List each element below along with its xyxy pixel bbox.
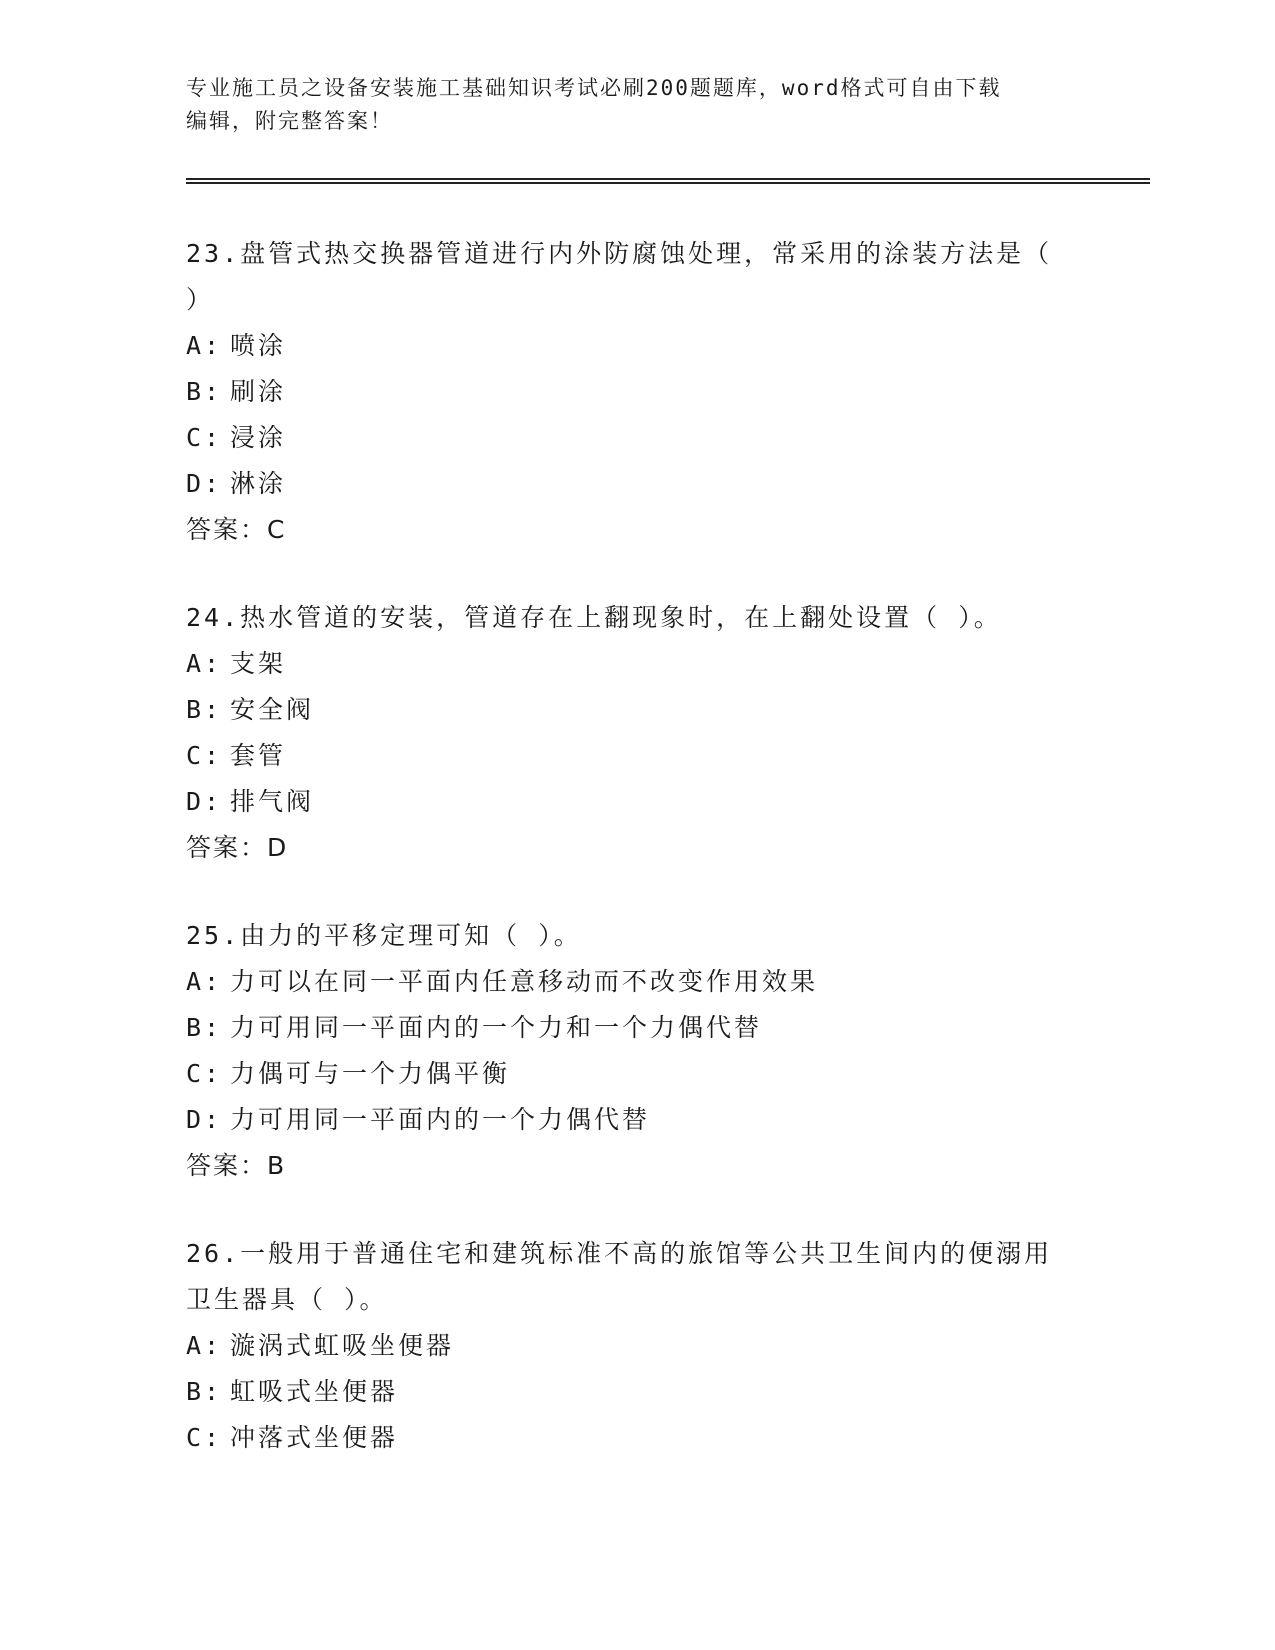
option-text: 浸涂 bbox=[230, 423, 287, 452]
option-text: 支架 bbox=[230, 649, 287, 678]
answer: 答案：C bbox=[186, 515, 287, 544]
option-label: C: bbox=[186, 741, 223, 770]
question-stem: 24.热水管道的安装，管道存在上翻现象时，在上翻处设置（ ）。 bbox=[186, 603, 1002, 632]
option-d bbox=[186, 461, 1066, 507]
option-text: 漩涡式虹吸坐便器 bbox=[230, 1331, 455, 1360]
option-c bbox=[186, 1051, 1066, 1097]
question-list bbox=[186, 231, 1066, 1503]
option-text: 排气阀 bbox=[230, 787, 315, 816]
option-a bbox=[186, 641, 1066, 687]
option-label: B: bbox=[186, 1013, 223, 1042]
option-label: B: bbox=[186, 695, 223, 724]
document-header bbox=[186, 72, 1066, 138]
header-rule-bottom bbox=[186, 182, 1150, 184]
option-label: A: bbox=[186, 649, 223, 678]
option-label: C: bbox=[186, 1423, 223, 1452]
option-text: 力偶可与一个力偶平衡 bbox=[230, 1059, 511, 1088]
question-25 bbox=[186, 913, 1066, 1189]
option-label: B: bbox=[186, 1377, 223, 1406]
option-c bbox=[186, 415, 1066, 461]
option-text: 力可用同一平面内的一个力和一个力偶代替 bbox=[230, 1013, 763, 1042]
question-23 bbox=[186, 231, 1066, 553]
header-rule-top bbox=[186, 178, 1150, 180]
option-a bbox=[186, 1323, 1066, 1369]
option-text: 力可用同一平面内的一个力偶代替 bbox=[230, 1105, 651, 1134]
option-label: D: bbox=[186, 469, 223, 498]
question-stem: 26.一般用于普通住宅和建筑标准不高的旅馆等公共卫生间内的便溺用卫生器具（ ）。 bbox=[186, 1239, 1053, 1314]
option-label: C: bbox=[186, 1059, 223, 1088]
option-label: C: bbox=[186, 423, 223, 452]
answer: 答案：D bbox=[186, 833, 289, 862]
option-text: 刷涂 bbox=[230, 377, 287, 406]
option-label: A: bbox=[186, 967, 223, 996]
option-label: D: bbox=[186, 787, 223, 816]
option-text: 喷涂 bbox=[230, 331, 287, 360]
option-b bbox=[186, 1005, 1066, 1051]
option-text: 淋涂 bbox=[230, 469, 287, 498]
option-a bbox=[186, 959, 1066, 1005]
option-text: 冲落式坐便器 bbox=[230, 1423, 399, 1452]
option-d bbox=[186, 779, 1066, 825]
option-b bbox=[186, 1369, 1066, 1415]
option-c bbox=[186, 1415, 1066, 1461]
option-text: 套管 bbox=[230, 741, 287, 770]
option-b bbox=[186, 687, 1066, 733]
option-text: 虹吸式坐便器 bbox=[230, 1377, 399, 1406]
option-a bbox=[186, 323, 1066, 369]
question-24 bbox=[186, 595, 1066, 871]
option-label: D: bbox=[186, 1105, 223, 1134]
option-c bbox=[186, 733, 1066, 779]
header-line-1: 专业施工员之设备安装施工基础知识考试必刷200题题库，word格式可自由下载 bbox=[186, 76, 1002, 100]
option-b bbox=[186, 369, 1066, 415]
option-label: B: bbox=[186, 377, 223, 406]
header-line-2: 编辑，附完整答案！ bbox=[186, 109, 393, 133]
option-text: 安全阀 bbox=[230, 695, 315, 724]
option-d bbox=[186, 1097, 1066, 1143]
question-stem: 25.由力的平移定理可知（ ）。 bbox=[186, 921, 582, 950]
answer: 答案：B bbox=[186, 1151, 287, 1180]
question-stem: 23.盘管式热交换器管道进行内外防腐蚀处理，常采用的涂装方法是（ ） bbox=[186, 239, 1053, 314]
option-text: 力可以在同一平面内任意移动而不改变作用效果 bbox=[230, 967, 819, 996]
option-label: A: bbox=[186, 1331, 223, 1360]
question-26 bbox=[186, 1231, 1066, 1461]
option-label: A: bbox=[186, 331, 223, 360]
